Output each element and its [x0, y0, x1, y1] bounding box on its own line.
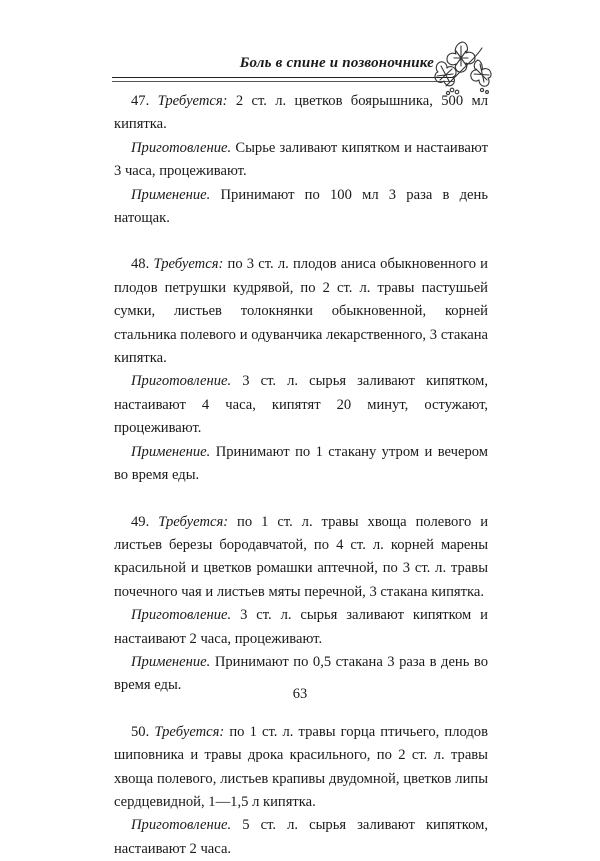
recipe-49 [114, 511, 488, 698]
running-header [112, 36, 492, 98]
recipe-preparation [114, 814, 488, 861]
recipe-spacer [114, 488, 488, 511]
recipe-preparation [114, 604, 488, 651]
required-label: Требуется: [157, 93, 228, 109]
preparation-label: Приготовление. [131, 817, 232, 834]
recipe-required [114, 253, 488, 370]
preparation-text: 5 ст. л. сырья заливают кипятком, настаивают 2 часа. [114, 817, 488, 857]
required-text: по 3 ст. л. плодов аниса обыкновенного и плодов петрушки кудрявой, по 2 ст. л. травы пастушьей сумки, листьев толокнянки обыкновенной, корней стальника полевого и одуванчика лекарственного, 3 стакана кипятка. [114, 256, 488, 367]
required-label: Требуется: [158, 513, 229, 530]
recipe-number: 48. [131, 256, 150, 273]
running-header-title: Боль в спине и позвоночнике [239, 55, 434, 71]
recipe-required [114, 721, 488, 815]
required-label: Требуется: [154, 723, 225, 740]
usage-text: Принимают по 1 стакану утром и вечером во время еды. [114, 443, 488, 484]
preparation-text: Сырье заливают кипятком и настаивают 3 часа, процеживают. [114, 139, 488, 180]
header-rule [112, 77, 454, 78]
recipe-48 [114, 253, 488, 487]
usage-label: Применение. [131, 186, 211, 203]
recipe-preparation [114, 137, 488, 184]
recipe-47 [114, 90, 488, 230]
usage-label: Применение. [131, 653, 211, 670]
recipe-number: 47. [131, 93, 150, 109]
recipe-usage [114, 441, 488, 488]
recipe-required [114, 90, 488, 137]
recipe-number: 49. [131, 513, 150, 530]
recipe-spacer [114, 230, 488, 253]
recipe-preparation [114, 370, 488, 440]
page-number: 63 [292, 686, 308, 702]
usage-text: Принимают по 0,5 стакана 3 раза в день во время еды. [114, 653, 488, 694]
required-label: Требуется: [153, 256, 224, 273]
preparation-label: Приготовление. [131, 607, 232, 624]
preparation-label: Приготовление. [131, 373, 232, 390]
recipe-50 [114, 721, 488, 861]
page-body [114, 90, 488, 861]
leaf-branch-icon [432, 36, 492, 96]
preparation-text: 3 ст. л. сырья заливают кипятком и настаивают 2 часа, процеживают. [114, 607, 488, 647]
recipe-required [114, 511, 488, 605]
header-rule-thin [112, 81, 454, 82]
usage-label: Применение. [131, 443, 211, 460]
usage-text: Принимают по 100 мл 3 раза в день натощак. [114, 186, 488, 227]
recipe-usage [114, 184, 488, 231]
required-text: по 1 ст. л. травы хвоща полевого и листьев березы бородавчатой, по 4 ст. л. корней марены красильной и цветков ромашки аптечной, по 3 ст. л. травы почечного чая и листьев мяты перечной, 3 стакана кипятка. [114, 513, 489, 600]
preparation-text: 3 ст. л. сырья заливают кипятком, настаивают 4 часа, кипятят 20 минут, остужают, процеживают. [114, 373, 488, 437]
preparation-label: Приготовление. [131, 139, 232, 156]
recipe-number: 50. [131, 723, 150, 740]
required-text: 2 ст. л. цветков боярышника, 500 мл кипятка. [114, 93, 488, 133]
required-text: по 1 ст. л. травы горца птичьего, плодов шиповника и травы дрока красильного, по 2 ст. л. травы хвоща полевого, листьев крапивы двудомной, цветков липы сердцевидной, 1—1,5 л кипятка. [114, 723, 488, 810]
